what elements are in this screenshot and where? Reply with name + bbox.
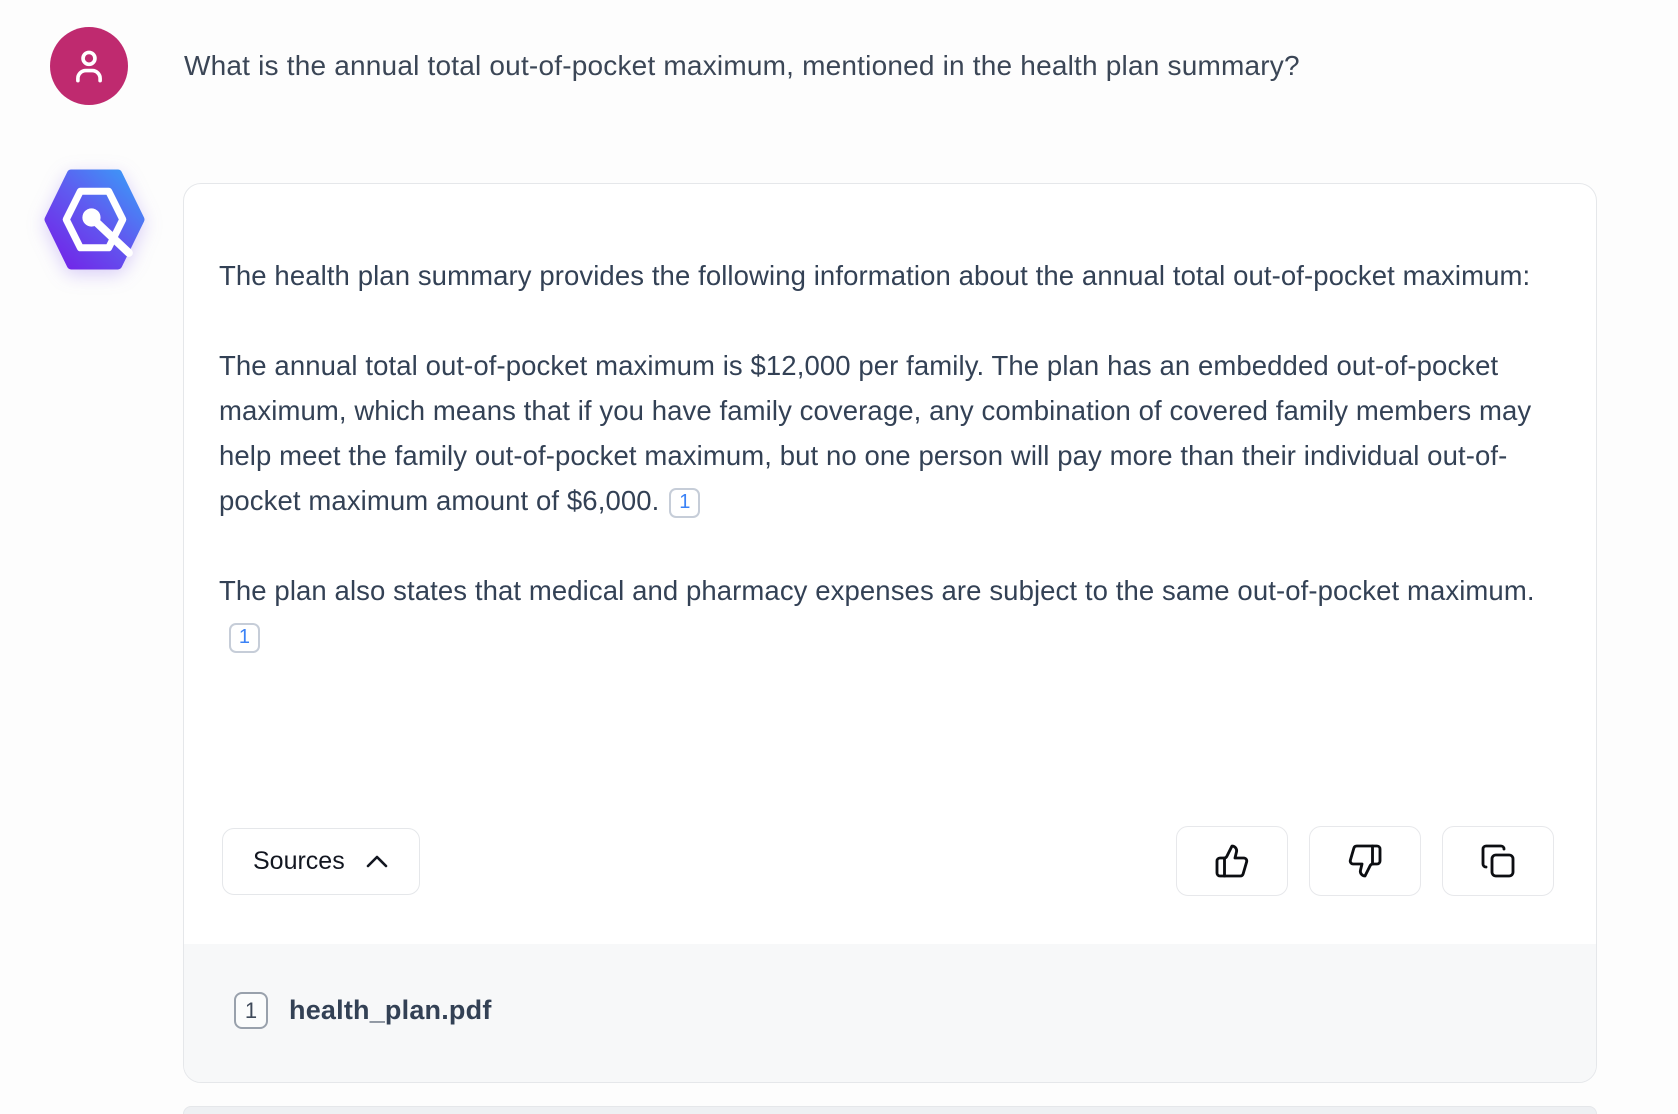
copy-icon [1480,843,1516,879]
copy-button[interactable] [1442,826,1554,896]
thumbs-up-icon [1214,843,1250,879]
assistant-answer-text [219,208,1549,658]
thumbs-up-button[interactable] [1176,826,1288,896]
answer-paragraph [219,343,1549,523]
source-list-item[interactable] [234,992,1596,1029]
assistant-avatar hexagon-logo-icon [44,167,145,272]
thumbs-down-icon [1347,843,1383,879]
next-message-peek [183,1106,1597,1114]
sources-panel [184,944,1596,1082]
person-icon [66,43,112,89]
citation-badge[interactable]: 1 [229,623,260,653]
citation-badge[interactable]: 1 [669,488,700,518]
sources-toggle-button[interactable] [222,828,420,895]
thumbs-down-button[interactable] [1309,826,1421,896]
feedback-actions [1176,826,1554,896]
user-question-text: What is the annual total out-of-pocket maximum, mentioned in the health plan summary? [184,50,1300,81]
paragraph-text: The plan also states that medical and pharmacy expenses are subject to the same out-of-pocket maximum. [219,575,1535,606]
source-ref-badge: 1 [234,992,268,1029]
paragraph-text: The annual total out-of-pocket maximum is $12,000 per family. The plan has an embedded out-of-pocket maximum, which means that if you have family coverage, any combination of covered family members may help meet the family out-of-pocket maximum, but no one person will pay more than their individual out-of-pocket maximum amount of $6,000. [219,350,1532,516]
user-avatar [50,27,128,105]
assistant-message-card [183,183,1597,1083]
answer-paragraph [219,568,1549,658]
message-actions-row [222,826,1554,896]
source-filename: health_plan.pdf [289,995,492,1025]
chevron-up-icon [365,853,389,869]
user-message-row [50,27,1300,105]
paragraph-text: The health plan summary provides the following information about the annual total out-of-pocket maximum: [219,260,1531,291]
sources-button-label: Sources [253,846,345,875]
answer-paragraph [219,253,1549,298]
